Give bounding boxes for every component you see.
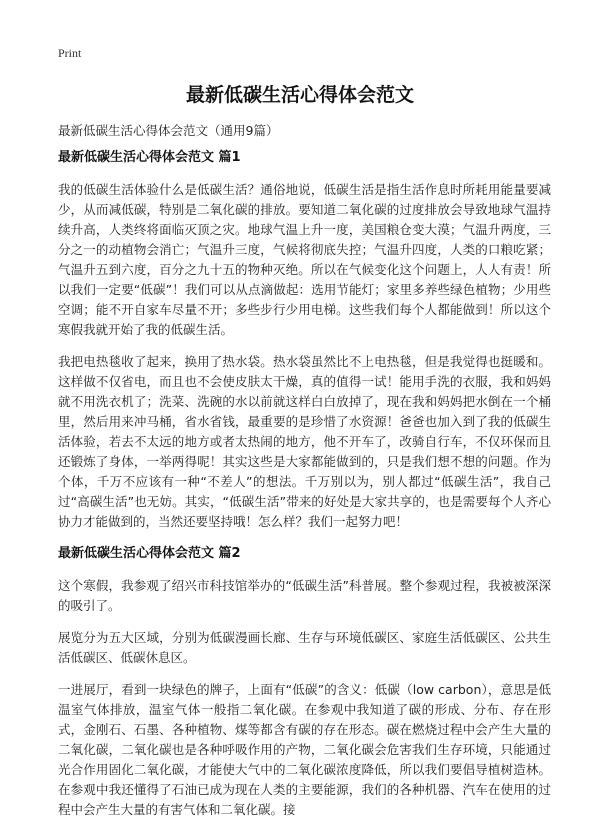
paragraph: 我的低碳生活体验什么是低碳生活？通俗地说，低碳生活是指生活作息时所耗用能量要减少，从而减低碳，特别是二氧化碳的排放。要知道二氧化碳的过度排放会导致地球气温持续升高，人类终将面临灭顶之灾。地球气温上升一度，美国粮仓变大漠；气温升两度，三分之一的动植物会消亡；气温升三度，气候将彻底失控；气温升四度，人类的口粮吃紧；气温升五到六度，百分之九十五的物种灭绝。所以在气候变化这个问题上，人人有责！所以我们一定要“低碳”！我们可以从点滴做起：选用节能灯；家里多养些绿色植物；少用些空调；能不开自家车尽量不开；多些步行少用电梯。这些我们每个人都能做到！所以这个寒假我就开始了我的低碳生活。 [58,182,551,337]
section-heading: 最新低碳生活心得体会范文 篇2 [58,546,241,561]
paragraph: 这个寒假，我参观了绍兴市科技馆举办的“低碳生活”科普展。整个参观过程，我被被深深的吸引了。 [58,578,551,613]
document-subtitle: 最新低碳生活心得体会范文（通用9篇） [58,123,279,138]
page-title: 最新低碳生活心得体会范文 [185,84,414,106]
document-body [58,148,551,832]
paragraph: 我把电热毯收了起来，换用了热水袋。热水袋虽然比不上电热毯，但是我觉得也挺暖和。这样做不仅省电，而且也不会使皮肤太干燥，真的值得一试！能用手洗的衣服，我和妈妈就不用洗衣机了；洗菜、洗碗的水以前就这样白白放掉了，现在我和妈妈把水倒在一个桶里，然后用来冲马桶，省水省钱，最重要的是珍惜了水资源！爸爸也加入到了我的低碳生活体验，若去不太远的地方或者太热闹的地方，他不开车了，改骑自行车，不仅环保而且还锻炼了身体，一举两得呢！其实这些是大家都能做到的，只是我们想不想的问题。作为个体，千万不应该有一种“不差人”的想法。千万别以为，别人都过“低碳生活”，我自己过“高碳生活”也无妨。其实，“低碳生活”带来的好处是大家共享的，也是需要每个人齐心协力才能做到的，当然还要坚持哦！怎么样？我们一起努力吧！ [58,354,551,529]
section-2 [58,544,551,820]
section-1 [58,148,551,532]
paragraph: 一进展厅，看到一块绿色的牌子，上面有“低碳”的含义：低碳（low carbon），意思是低温室气体排放，温室气体一般指二氧化碳。在参观中我知道了碳的形成、分布、存在形式，金刚石、石墨、各种植物、煤等都含有碳的存在形态。碳在燃烧过程中会产生大量的二氧化碳，二氧化碳也是各种呼吸作用的产物，二氧化碳会危害我们生存环境，只能通过光合作用固化二氧化碳，才能使大气中的二氧化碳浓度降低，所以我们要倡导植树造林。在参观中我还懂得了石油已成为现在人类的主要能源，我们的各种机器、汽车在使用的过程中会产生大量的有害气体和二氧化碳。接 [58,682,551,817]
print-link[interactable]: Print [58,46,82,60]
section-heading: 最新低碳生活心得体会范文 篇1 [58,150,241,165]
paragraph: 展览分为五大区域，分别为低碳漫画长廊、生存与环境低碳区、家庭生活低碳区、公共生活低碳区、低碳休息区。 [58,630,551,665]
